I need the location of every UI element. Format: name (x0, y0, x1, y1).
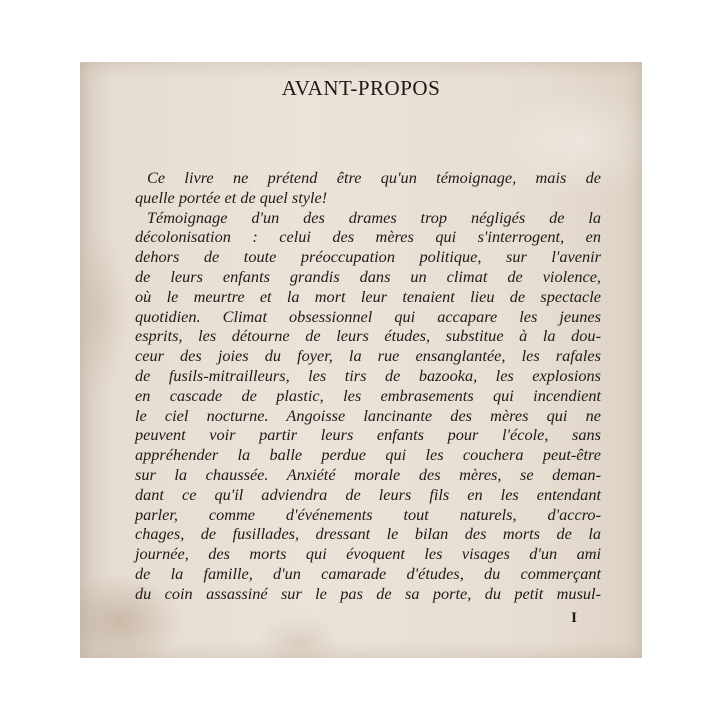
text-line: parler, comme d'événements tout naturels, d'accro- (135, 504, 601, 524)
text-line: Ce livre ne prétend être qu'un témoignage, mais de (147, 168, 601, 187)
text-line: le ciel nocturne. Angoisse lancinante des mères qui ne (135, 405, 601, 425)
page-number: I (571, 610, 577, 626)
text-line: journée, des morts qui évoquent les visages d'un ami (135, 544, 601, 564)
text-line: ceur des joies du foyer, la rue ensanglantée, les rafales (135, 346, 601, 366)
text-line: dehors de toute préoccupation politique, sur l'avenir (135, 247, 601, 267)
text-line: décolonisation : celui des mères qui s'interrogent, en (135, 227, 601, 247)
page-title: AVANT-PROPOS (281, 76, 441, 100)
text-line: appréhender la balle perdue qui les couchera peut-être (135, 445, 601, 465)
text-line: de leurs enfants grandis dans un climat de violence, (135, 266, 601, 286)
body-text (135, 168, 601, 604)
text-line: dant ce qu'il adviendra de leurs fils en les entendant (135, 484, 601, 504)
text-line: Témoignage d'un des drames trop négligés de la (147, 207, 601, 227)
text-line: en cascade de plastic, les embrasements qui incendient (135, 385, 601, 405)
text-line: sur la chaussée. Anxiété morale des mères, se deman- (135, 464, 601, 484)
book-page (80, 62, 642, 658)
text-line: du coin assassiné sur le pas de sa porte, du petit musul- (135, 583, 601, 603)
text-line: de la famille, d'un camarade d'études, du commerçant (135, 563, 601, 583)
text-line: où le meurtre et la mort leur tenaient lieu de spectacle (135, 286, 601, 306)
text-line: chages, de fusillades, dressant le bilan des morts de la (135, 524, 601, 544)
text-line: peuvent voir partir leurs enfants pour l'école, sans (135, 425, 601, 445)
text-line: quelle portée et de quel style! (135, 187, 328, 207)
text-line: esprits, les détourne de leurs études, substitue à la dou- (135, 326, 601, 346)
text-line: quotidien. Climat obsessionnel qui accapare les jeunes (135, 306, 601, 326)
text-line: de fusils-mitrailleurs, les tirs de bazooka, les explosions (135, 365, 601, 385)
